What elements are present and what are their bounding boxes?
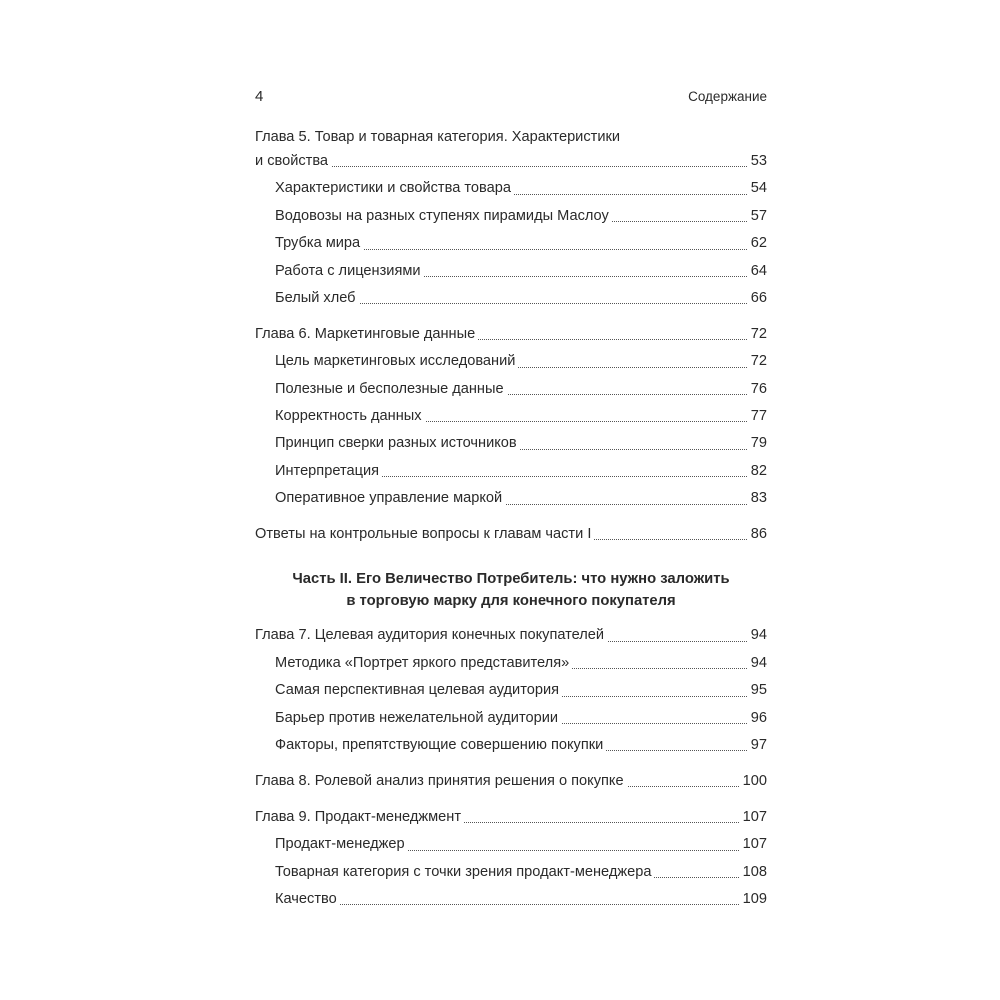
toc-section[interactable] [255,258,767,285]
toc-section[interactable] [255,458,767,485]
toc-section[interactable] [255,485,767,512]
toc-entry-page: 95 [748,677,767,704]
toc-entry-title: Цель маркетинговых исследований [275,353,518,369]
spacer [255,513,767,522]
toc-entry-page: 107 [740,831,767,858]
toc-entry-title: Факторы, препятствующие совершению покупки [275,737,606,753]
toc-entry-title: Методика «Портрет яркого представителя» [275,655,572,671]
running-head-title: Содержание [688,89,767,104]
toc-entry-page: 97 [748,732,767,759]
part-2-heading-line1: Часть II. Его Величество Потребитель: что нужно заложить [292,571,730,588]
toc-entry-page: 82 [748,458,767,485]
toc-section[interactable] [255,175,767,202]
toc-entry-title: Корректность данных [275,408,425,424]
toc-entry-title: Оперативное управление маркой [275,490,505,506]
toc-entry-page: 77 [748,403,767,430]
toc-entry-title: Качество [275,891,340,907]
toc-section[interactable] [255,859,767,886]
toc-entry-title: Работа с лицензиями [275,263,424,279]
toc-entry-page: 96 [748,705,767,732]
toc-entry-title: и свойства [255,153,331,169]
toc-entry-title: Товарная категория с точки зрения продакт-менеджера [275,864,654,880]
toc-entry-page: 86 [748,521,767,548]
toc-entry-title: Ответы на контрольные вопросы к главам части I [255,526,594,542]
page-number: 4 [255,88,264,105]
toc-entry-page: 94 [748,622,767,649]
part-2-heading-line2: в торговую марку для конечного покупателя [346,593,676,610]
toc-entry-page: 107 [740,804,767,831]
running-head [255,88,767,108]
spacer [255,312,767,321]
toc-entry-title: Характеристики и свойства товара [275,180,514,196]
toc-entry-page: 54 [748,175,767,202]
toc-entry-title: Самая перспективная целевая аудитория [275,682,562,698]
toc-section[interactable] [255,430,767,457]
spacer [255,759,767,768]
toc-entry-title: Глава 7. Целевая аудитория конечных покупателей [255,627,607,643]
spacer [255,795,767,804]
toc-entry-title: Интерпретация [275,463,382,479]
toc-entry-page: 64 [748,258,767,285]
toc-entry-page: 72 [748,348,767,375]
toc-entry-title: Белый хлеб [275,290,359,306]
toc-section[interactable] [255,650,767,677]
toc-entry-title: Глава 8. Ролевой анализ принятия решения о покупке [255,773,627,789]
toc-section[interactable] [255,677,767,704]
toc-entry-page: 94 [748,650,767,677]
book-page [255,0,767,1000]
part-2-heading [255,548,767,622]
toc-entry-page: 108 [740,859,767,886]
toc-section[interactable] [255,831,767,858]
toc-entry-page: 79 [748,430,767,457]
toc-entry-page: 100 [740,768,767,795]
toc-entry-page: 66 [748,285,767,312]
toc-chapter-6[interactable] [255,321,767,348]
toc-section[interactable] [255,348,767,375]
toc-section[interactable] [255,886,767,913]
toc-chapter-7[interactable] [255,622,767,649]
toc-entry-page: 53 [748,148,767,175]
toc-entry-page: 76 [748,376,767,403]
toc-chapter-5[interactable] [255,148,767,175]
toc-section[interactable] [255,732,767,759]
toc-entry-title: Водовозы на разных ступенях пирамиды Маслоу [275,208,612,224]
toc-entry-title: Барьер против нежелательной аудитории [275,710,561,726]
toc-entry-page: 72 [748,321,767,348]
toc-entry-title: Продакт-менеджер [275,836,408,852]
toc-chapter-9[interactable] [255,804,767,831]
toc-entry-page: 83 [748,485,767,512]
toc-chapter-5-title-line1: Глава 5. Товар и товарная категория. Характеристики [255,129,621,145]
table-of-contents [255,126,767,913]
toc-entry-page: 62 [748,230,767,257]
toc-chapter-8[interactable] [255,768,767,795]
toc-section[interactable] [255,203,767,230]
toc-section[interactable] [255,285,767,312]
toc-entry-title: Глава 6. Маркетинговые данные [255,326,478,342]
toc-section[interactable] [255,705,767,732]
toc-entry-title: Полезные и бесполезные данные [275,381,507,397]
toc-entry-page: 109 [740,886,767,913]
toc-answers[interactable] [255,521,767,548]
toc-entry-title: Принцип сверки разных источников [275,435,520,451]
toc-entry-title: Глава 9. Продакт-менеджмент [255,809,464,825]
toc-entry-page: 57 [748,203,767,230]
toc-section[interactable] [255,403,767,430]
toc-entry-title: Трубка мира [275,235,363,251]
toc-section[interactable] [255,230,767,257]
toc-section[interactable] [255,376,767,403]
